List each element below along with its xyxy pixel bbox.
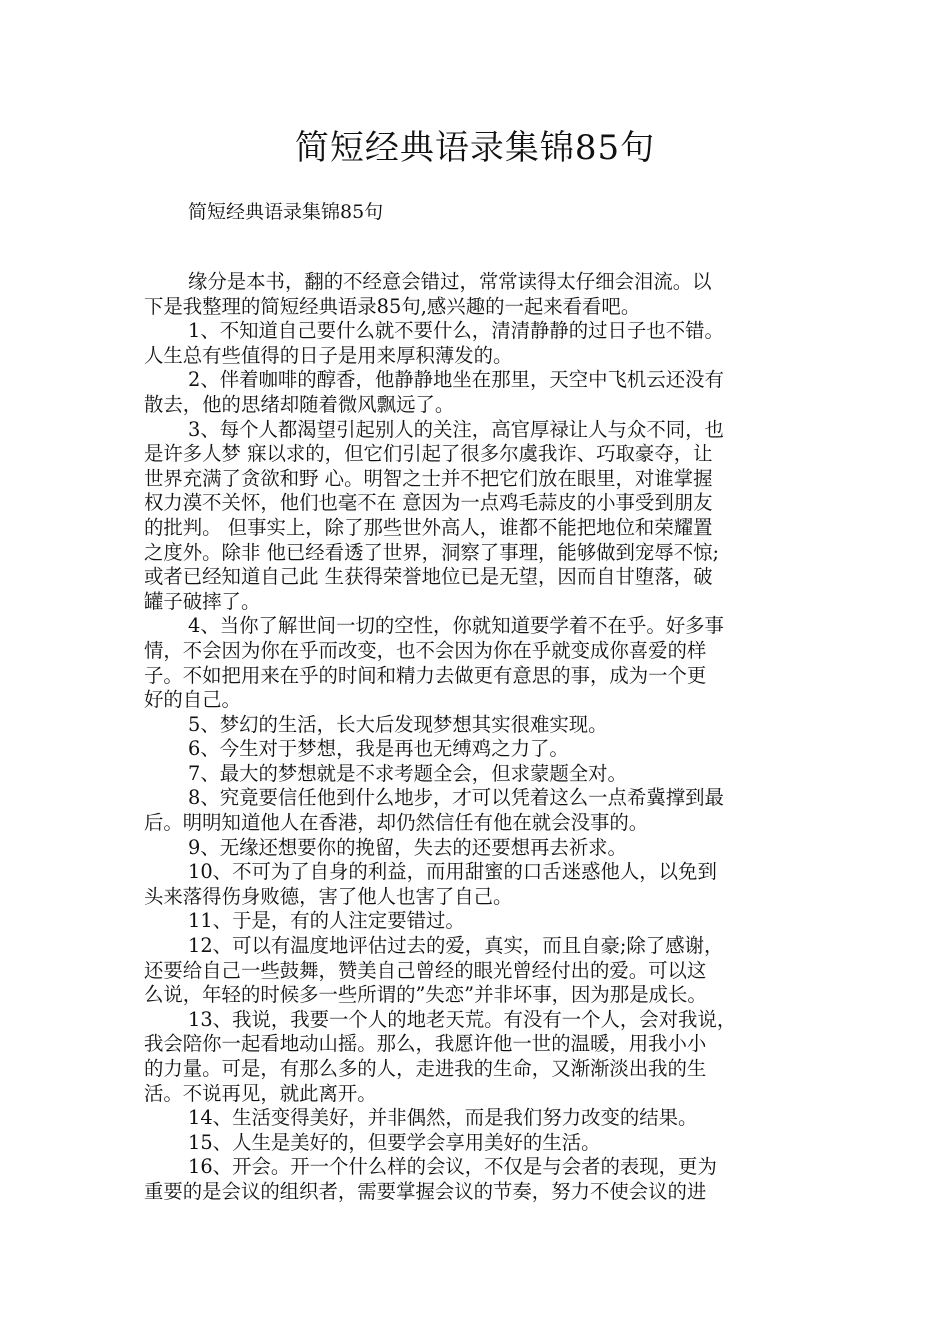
text-line: 情，不会因为你在乎而改变，也不会因为你在乎就变成你喜爱的样 <box>144 638 707 662</box>
text-line: 的力量。可是，有那么多的人，走进我的生命，又渐渐淡出我的生 <box>144 1057 707 1080</box>
text-line: 我会陪你一起看地动山摇。那么，我愿许他一世的温暖，用我小小 <box>144 1032 707 1056</box>
text-line: 9、无缘还想要你的挽留，失去的还要想再去祈求。 <box>188 835 627 859</box>
text-line: 世界充满了贪欲和野 心。明智之士并不把它们放在眼里，对谁掌握 <box>144 466 713 490</box>
text-line: 10、不可为了自身的利益，而用甜蜜的口舌迷惑他人，以免到 <box>188 860 717 884</box>
document-subtitle: 简短经典语录集锦85句 <box>188 201 384 223</box>
text-line: 好的自己。 <box>144 688 241 712</box>
text-line: 16、开会。开一个什么样的会议，不仅是与会者的表现，更为 <box>188 1155 717 1179</box>
text-line: 的批判。 但事实上，除了那些世外高人，谁都不能把地位和荣耀置 <box>144 515 713 539</box>
text-line: 7、最大的梦想就是不求考题全会，但求蒙题全对。 <box>188 761 627 785</box>
text-line: 或者已经知道自己此 生获得荣誉地位已是无望，因而自甘堕落，破 <box>144 565 713 589</box>
text-line: 子。不如把用来在乎的时间和精力去做更有意思的事，成为一个更 <box>144 663 707 687</box>
text-line: 么说，年轻的时候多一些所谓的”失恋”并非坏事，因为那是成长。 <box>144 983 707 1007</box>
text-line: 8、究竟要信任他到什么地步，才可以凭着这么一点希冀撑到最 <box>188 786 724 810</box>
text-line: 15、人生是美好的，但要学会享用美好的生活。 <box>188 1130 601 1154</box>
text-line: 2、伴着咖啡的醇香，他静静地坐在那里，天空中飞机云还没有 <box>188 368 724 392</box>
text-line: 13、我说，我要一个人的地老天荒。有没有一个人，会对我说， <box>188 1007 737 1031</box>
text-line: 还要给自己一些鼓舞，赞美自己曾经的眼光曾经付出的爱。可以这 <box>144 958 707 982</box>
text-line: 11、于是，有的人注定要错过。 <box>188 909 465 933</box>
text-line: 3、每个人都渴望引起别人的关注，高官厚禄让人与众不同，也 <box>188 417 724 441</box>
document-body <box>144 270 824 1205</box>
text-line: 是许多人梦 寐以求的，但它们引起了很多尔虞我诈、巧取豪夺，让 <box>144 442 713 466</box>
text-line: 1、不知道自己要什么就不要什么，清清静静的过日子也不错。 <box>188 319 724 343</box>
text-line: 下是我整理的简短经典语录85句,感兴趣的一起来看看吧。 <box>144 294 641 318</box>
text-line: 4、当你了解世间一切的空性，你就知道要学着不在乎。好多事 <box>188 614 724 638</box>
text-line: 权力漠不关怀，他们也毫不在 意因为一点鸡毛蒜皮的小事受到朋友 <box>144 491 713 515</box>
text-line: 头来落得伤身败德，害了他人也害了自己。 <box>144 884 513 908</box>
text-line: 6、今生对于梦想，我是再也无缚鸡之力了。 <box>188 737 569 761</box>
text-line: 5、梦幻的生活，长大后发现梦想其实很难实现。 <box>188 712 608 736</box>
text-line: 重要的是会议的组织者，需要掌握会议的节奏，努力不使会议的进 <box>144 1179 707 1203</box>
text-line: 散去，他的思绪却随着微风飘远了。 <box>144 392 455 416</box>
text-line: 后。明明知道他人在香港，却仍然信任有他在就会没事的。 <box>144 811 649 835</box>
text-line: 罐子破摔了。 <box>144 589 261 613</box>
document-title: 简短经典语录集锦85句 <box>294 128 656 168</box>
text-line: 之度外。除非 他已经看透了世界，洞察了事理，能够做到宠辱不惊; <box>144 540 720 564</box>
text-line: 12、可以有温度地评估过去的爱，真实，而且自豪;除了感谢， <box>188 934 724 958</box>
text-line: 人生总有些值得的日子是用来厚积薄发的。 <box>144 343 513 367</box>
text-line: 活。不说再见，就此离开。 <box>144 1081 377 1105</box>
text-line: 缘分是本书，翻的不经意会错过，常常读得太仔细会泪流。以 <box>188 270 712 293</box>
text-line: 14、生活变得美好，并非偶然，而是我们努力改变的结果。 <box>188 1106 698 1130</box>
